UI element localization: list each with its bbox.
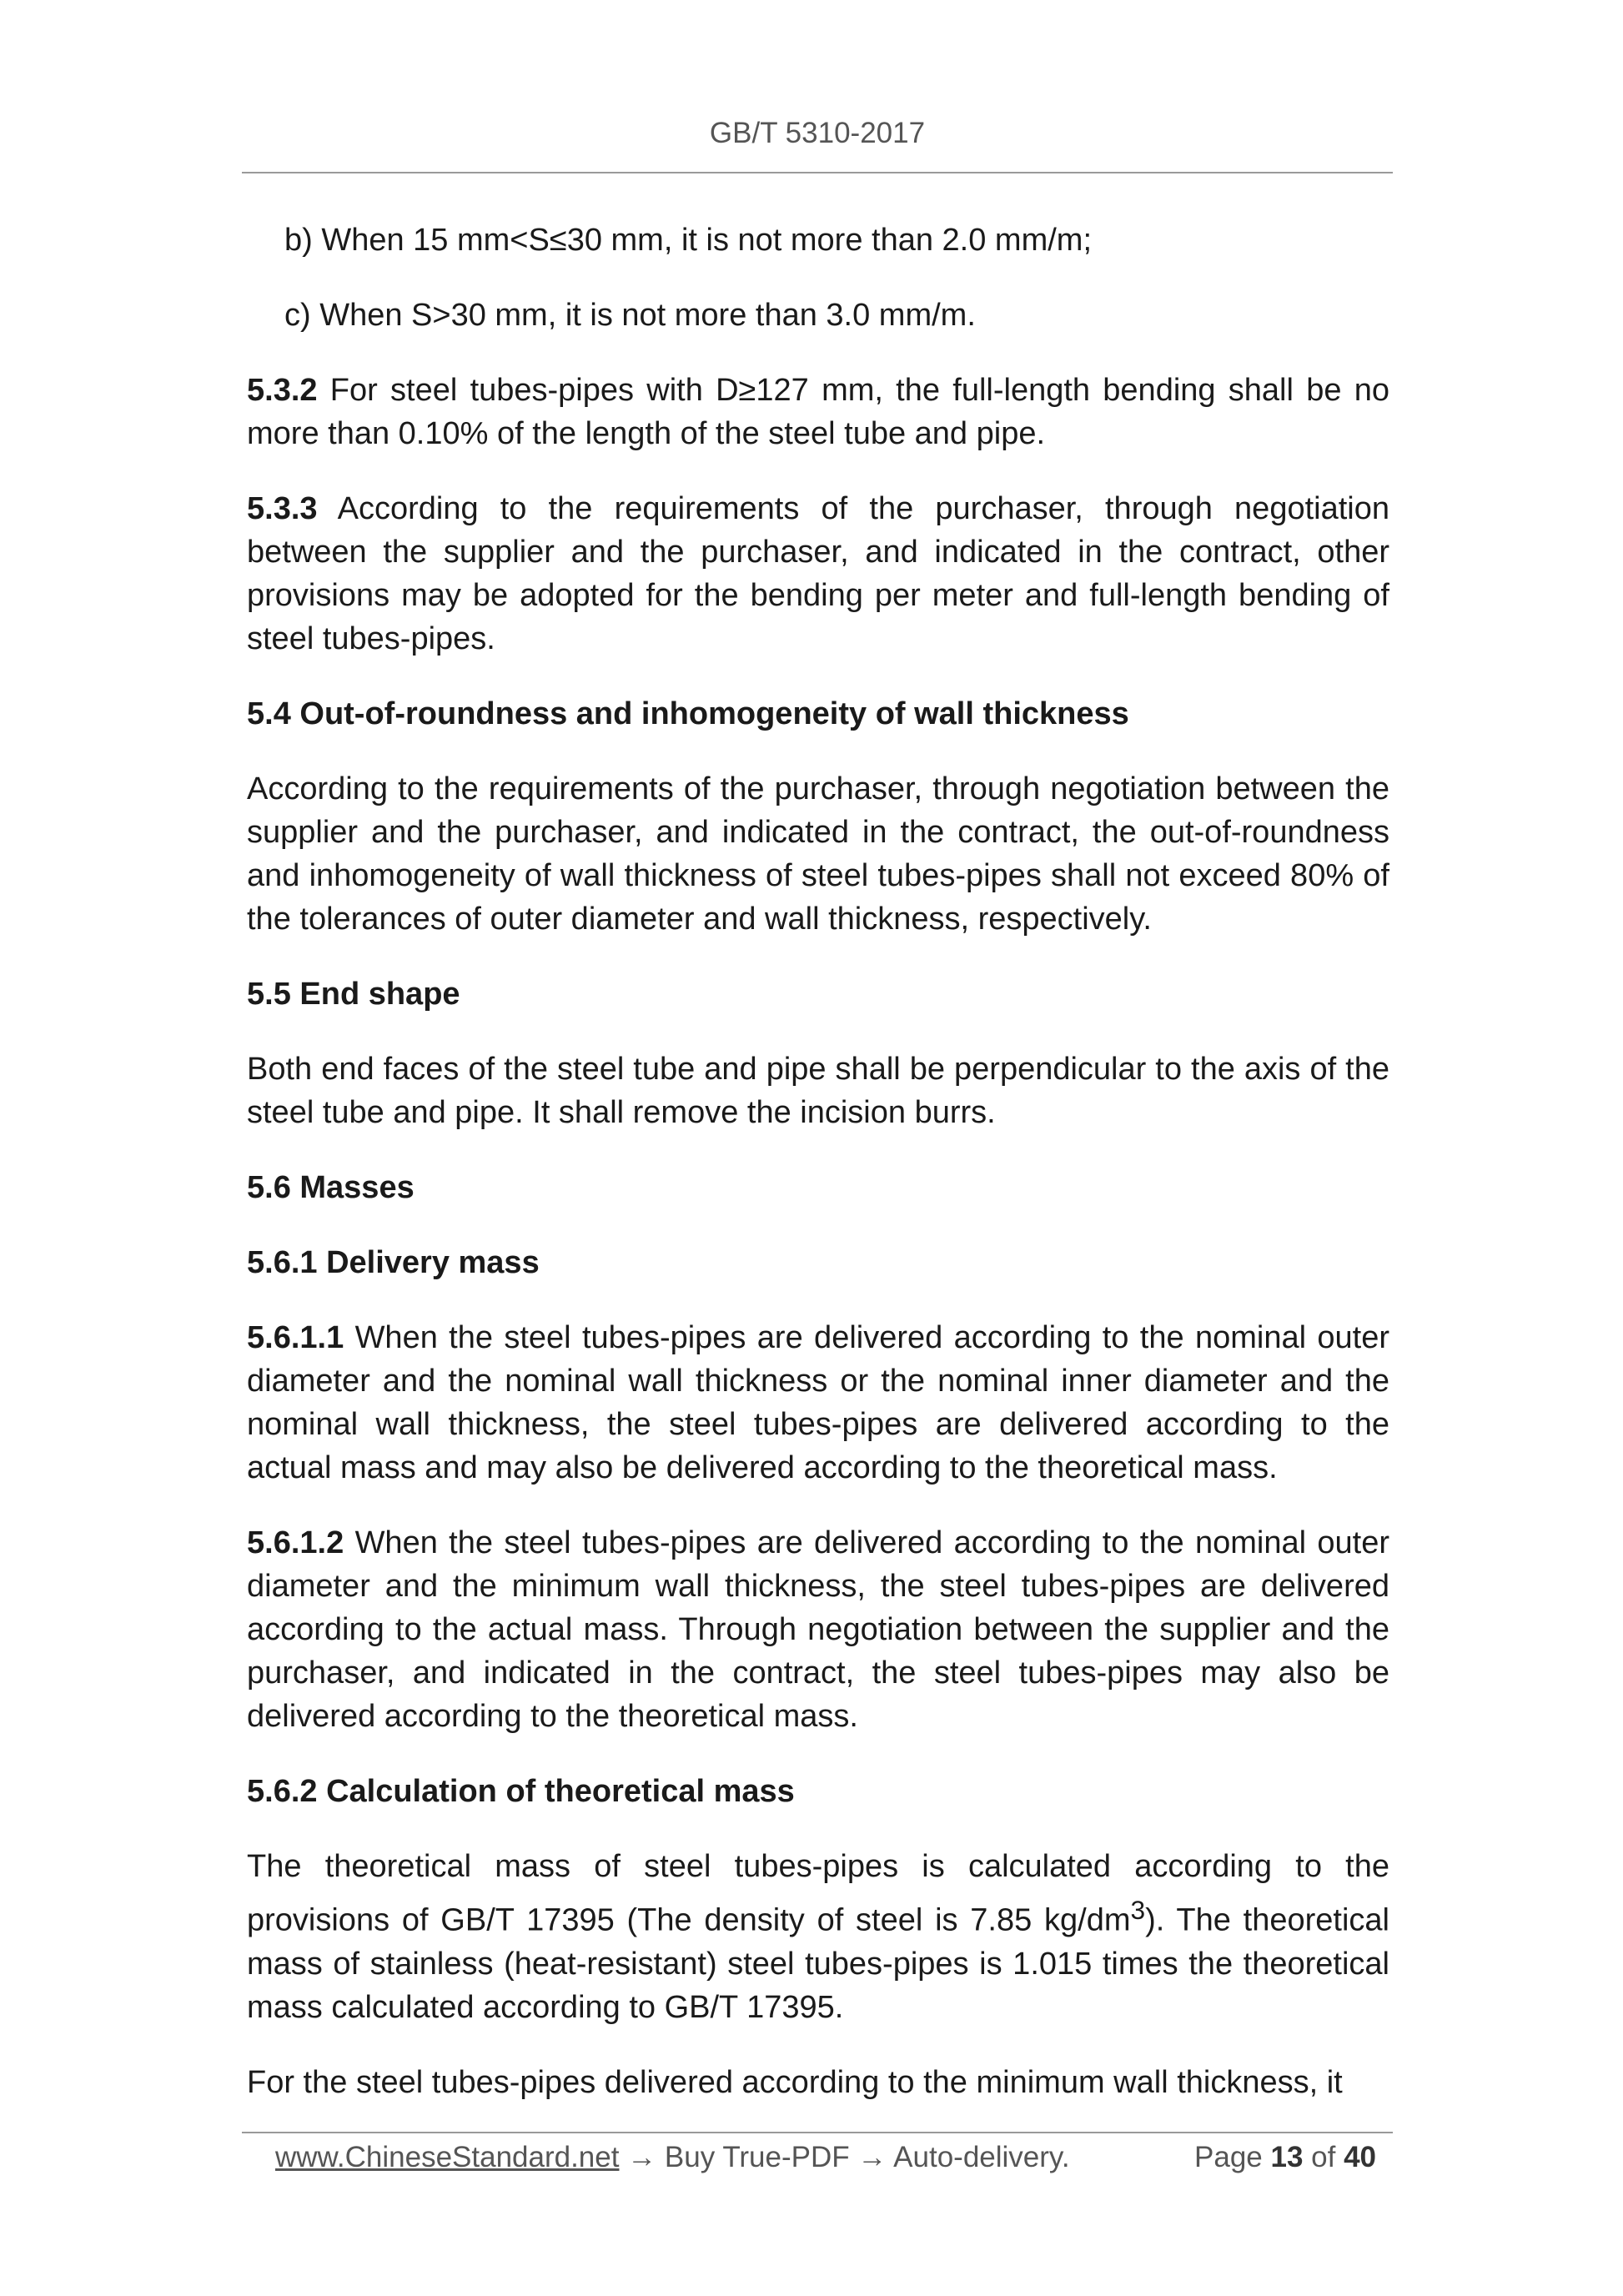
clause-text: When the steel tubes-pipes are delivered according to the nominal outer diameter and the nominal wall thickness or the nominal inner diameter and the nominal wall thickness, the steel tubes-pipes are delivered according to the actual mass and may also be delivered according to the theoretical mass. [247, 1320, 1389, 1485]
total-pages: 40 [1344, 2141, 1376, 2173]
footer-text: → Buy True-PDF → Auto-delivery. [619, 2141, 1070, 2173]
paragraph-continuation: For the steel tubes-pipes delivered according to the minimum wall thickness, it [247, 2064, 1343, 2100]
clause-number: 5.3.3 [247, 491, 318, 526]
section-heading-5-5: 5.5 End shape [247, 977, 460, 1012]
header-divider [242, 172, 1393, 173]
paragraph-5-5: Both end faces of the steel tube and pipe shall be perpendicular to the axis of the steel tube and pipe. It shall remove the incision burrs. [247, 1052, 1389, 1130]
page-footer [275, 2137, 1376, 2178]
page-number: Page 13 of 40 [1194, 2141, 1376, 2173]
list-item-c: c) When S>30 mm, it is not more than 3.0 mm/m. [284, 298, 976, 333]
clause-text: According to the requirements of the purchaser, through negotiation between the supplier and the purchaser, and indicated in the contract, other provisions may be adopted for the bending per meter and full-length bending of steel tubes-pipes. [247, 491, 1389, 656]
clause-5-6-1-2 [247, 1521, 1389, 1738]
clause-5-3-2 [247, 369, 1389, 455]
clause-number: 5.6.1.1 [247, 1320, 344, 1355]
clause-5-6-1-1 [247, 1316, 1389, 1490]
clause-text: When the steel tubes-pipes are delivered according to the nominal outer diameter and the minimum wall thickness, the steel tubes-pipes are delivered according to the actual mass. Through negotiation between the supplier and the purchaser, and indicated in the contract, the steel tubes-pipes may also be delivered according to the theoretical mass. [247, 1525, 1389, 1734]
clause-number: 5.6.1.2 [247, 1525, 344, 1560]
current-page: 13 [1270, 2141, 1304, 2173]
clause-text: For steel tubes-pipes with D≥127 mm, the full-length bending shall be no more than 0.10% of the length of the steel tube and pipe. [247, 373, 1389, 451]
section-heading-5-6-2: 5.6.2 Calculation of theoretical mass [247, 1774, 795, 1809]
paragraph-text: The theoretical mass of steel tubes-pipes is calculated according to the provisions of GB/T 17395 (The density of steel is 7.85 kg/dm [247, 1849, 1389, 1938]
document-body [247, 219, 1389, 2136]
website-link[interactable]: www.ChineseStandard.net [275, 2141, 620, 2173]
clause-5-3-3 [247, 487, 1389, 661]
section-heading-5-6: 5.6 Masses [247, 1170, 415, 1205]
list-item-b: b) When 15 mm<S≤30 mm, it is not more than 2.0 mm/m; [284, 223, 1092, 258]
section-heading-5-6-1: 5.6.1 Delivery mass [247, 1245, 540, 1280]
paragraph-5-6-2 [247, 1845, 1389, 2029]
section-heading-5-4: 5.4 Out-of-roundness and inhomogeneity of wall thickness [247, 696, 1129, 731]
superscript: 3 [1130, 1895, 1146, 1925]
page-header: GB/T 5310-2017 [709, 117, 926, 149]
paragraph-5-4: According to the requirements of the purchaser, through negotiation between the supplier and the purchaser, and indicated in the contract, the out-of-roundness and inhomogeneity of wall thickness of steel tubes-pipes shall not exceed 80% of the tolerances of outer diameter and wall thickness, respectively. [247, 771, 1389, 937]
paragraph-text: ). The theoretical mass of stainless (heat-resistant) steel tubes-pipes is 1.015 times the theoretical mass calculated according to GB/T 17395. [247, 1902, 1389, 2025]
clause-number: 5.3.2 [247, 373, 318, 408]
footer-divider [242, 2132, 1393, 2133]
